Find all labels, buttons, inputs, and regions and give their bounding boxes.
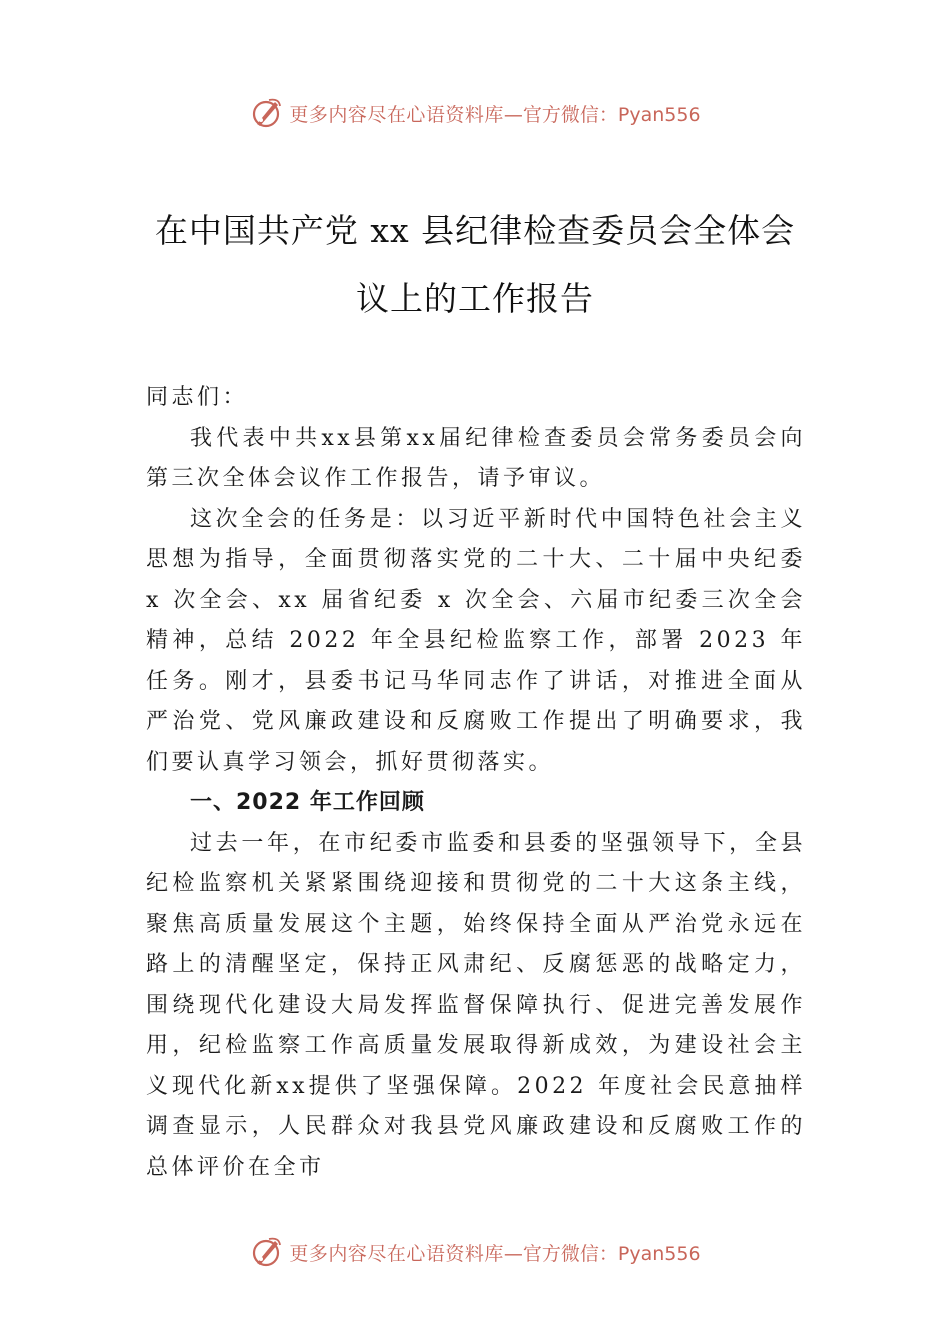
footer-watermark-banner (0, 1232, 950, 1272)
document-body (146, 378, 806, 1188)
body-paragraph-1: 我代表中共xx县第xx届纪律检查委员会常务委员会向第三次全体会议作工作报告，请予审议。 (146, 425, 806, 491)
document-title-line-1: 在中国共产党 xx 县纪律检查委员会全体会 (154, 211, 796, 250)
header-watermark-banner (0, 93, 950, 133)
promo-text: 更多内容尽在心语资料库 (289, 1242, 504, 1265)
quill-pen-logo-icon (249, 96, 283, 130)
wechat-id-text: —官方微信：Pyan556 (503, 1242, 701, 1265)
quill-pen-logo-icon (249, 1235, 283, 1269)
promo-text: 更多内容尽在心语资料库 (289, 103, 504, 126)
body-paragraph-2: 这次全会的任务是：以习近平新时代中国特色社会主义思想为指导，全面贯彻落实党的二十大、二十届中央纪委 x 次全会、xx 届省纪委 x 次全会、六届市纪委三次全会精神，总结 2022 年全县纪检监察工作，部署 2023 年任务。刚才，县委书记马华同志作了讲话，对推进全面从严治党、党风廉政建设和反腐败工作提出了明确要求，我们要认真学习领会，抓好贯彻落实。 (146, 506, 806, 775)
wechat-id-text: —官方微信：Pyan556 (503, 103, 701, 126)
salutation: 同志们： (146, 385, 249, 410)
section-paragraph: 过去一年，在市纪委市监委和县委的坚强领导下，全县纪检监察机关紧紧围绕迎接和贯彻党的二十大这条主线，聚焦高质量发展这个主题，始终保持全面从严治党永远在路上的清醒坚定，保持正风肃纪、反腐惩恶的战略定力，围绕现代化建设大局发挥监督保障执行、促进完善发展作用，纪检监察工作高质量发展取得新成效，为建设社会主义现代化新xx提供了坚强保障。2022 年度社会民意抽样调查显示，人民群众对我县党风廉政建设和反腐败工作的总体评价在全市 (146, 830, 806, 1180)
document-title-line-2: 议上的工作报告 (356, 279, 594, 318)
section-heading: 一、2022 年工作回顾 (190, 790, 425, 815)
